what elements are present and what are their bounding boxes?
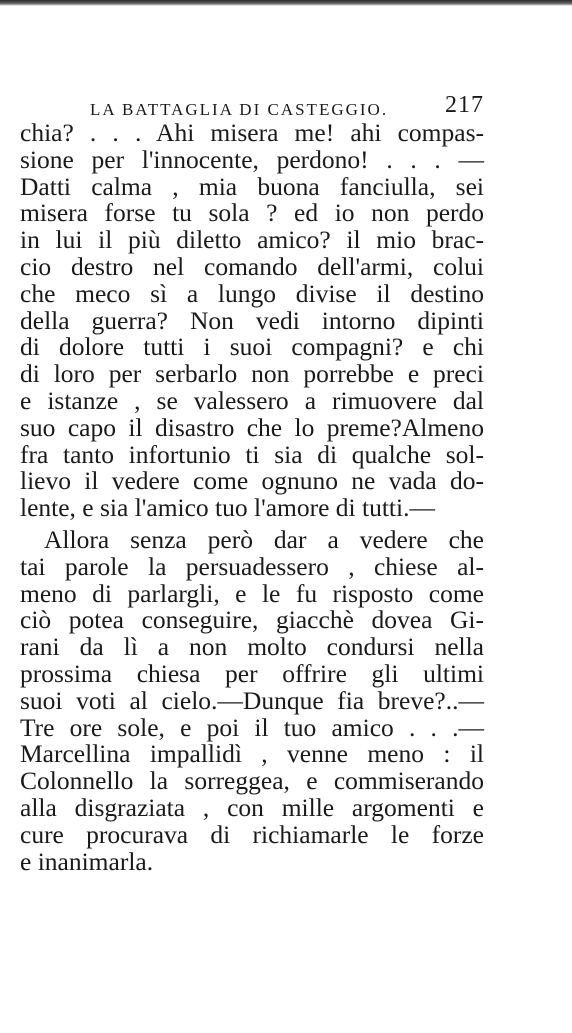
page-top-edge <box>0 0 572 6</box>
text-line: cio destro nel comando dell'armi, colui <box>20 251 484 281</box>
text-line: ciò potea conseguire, giacchè dovea Gi- <box>20 605 484 635</box>
text-line: e istanze , se valessero a rimuovere dal <box>20 385 484 415</box>
text-line: chia? . . . Ahi misera me! ahi compas- <box>20 118 484 147</box>
text-line: Colonnello la sorreggea, e commiserando <box>20 766 484 796</box>
text-line: che meco sì a lungo divise il destino <box>20 278 484 308</box>
text-line: della guerra? Non vedi intorno dipinti <box>20 305 484 335</box>
text-line: meno di parlargli, e le fu risposto come <box>20 578 484 608</box>
text-line: suoi voti al cielo.—Dunque fia breve?..— <box>20 685 484 715</box>
page-number: 217 <box>445 92 484 118</box>
book-page <box>20 84 484 875</box>
body-text <box>20 120 484 875</box>
text-line: misera forse tu sola ? ed io non perdo <box>20 198 484 228</box>
paragraph-2 <box>20 524 484 876</box>
text-line: sione per l'innocente, perdono! . . . — <box>20 144 484 174</box>
text-line: Tre ore sole, e poi il tuo amico . . .— <box>20 712 484 742</box>
text-line: in lui il più diletto amico? il mio brac- <box>20 225 484 255</box>
text-line: fra tanto infortunio ti sia di qualche sol- <box>20 439 484 469</box>
text-line: lente, e sia l'amico tuo l'amore di tutti.— <box>20 493 435 523</box>
text-line: alla disgraziata , con mille argomenti e <box>20 792 484 822</box>
running-header <box>20 84 484 120</box>
text-line: suo capo il disastro che lo preme?Almeno <box>20 412 484 442</box>
text-line: Allora senza però dar a vedere che <box>44 524 484 554</box>
text-line: Marcellina impallidì , venne meno : il <box>20 739 484 769</box>
text-line: di loro per serbarlo non porrebbe e preci <box>20 359 484 389</box>
running-title: LA BATTAGLIA DI CASTEGGIO. <box>90 100 389 119</box>
text-line: lievo il vedere come ognuno ne vada do- <box>20 466 484 496</box>
paragraph-1 <box>20 120 484 522</box>
text-line: Datti calma , mia buona fanciulla, sei <box>20 171 484 201</box>
text-line: cure procurava di richiamarle le forze <box>20 819 484 849</box>
text-line: prossima chiesa per offrire gli ultimi <box>20 658 484 688</box>
text-line: di dolore tutti i suoi compagni? e chi <box>20 332 484 362</box>
text-line: rani da lì a non molto condursi nella <box>20 632 484 662</box>
text-line: e inanimarla. <box>20 846 154 876</box>
text-line: tai parole la persuadessero , chiese al- <box>20 551 484 581</box>
